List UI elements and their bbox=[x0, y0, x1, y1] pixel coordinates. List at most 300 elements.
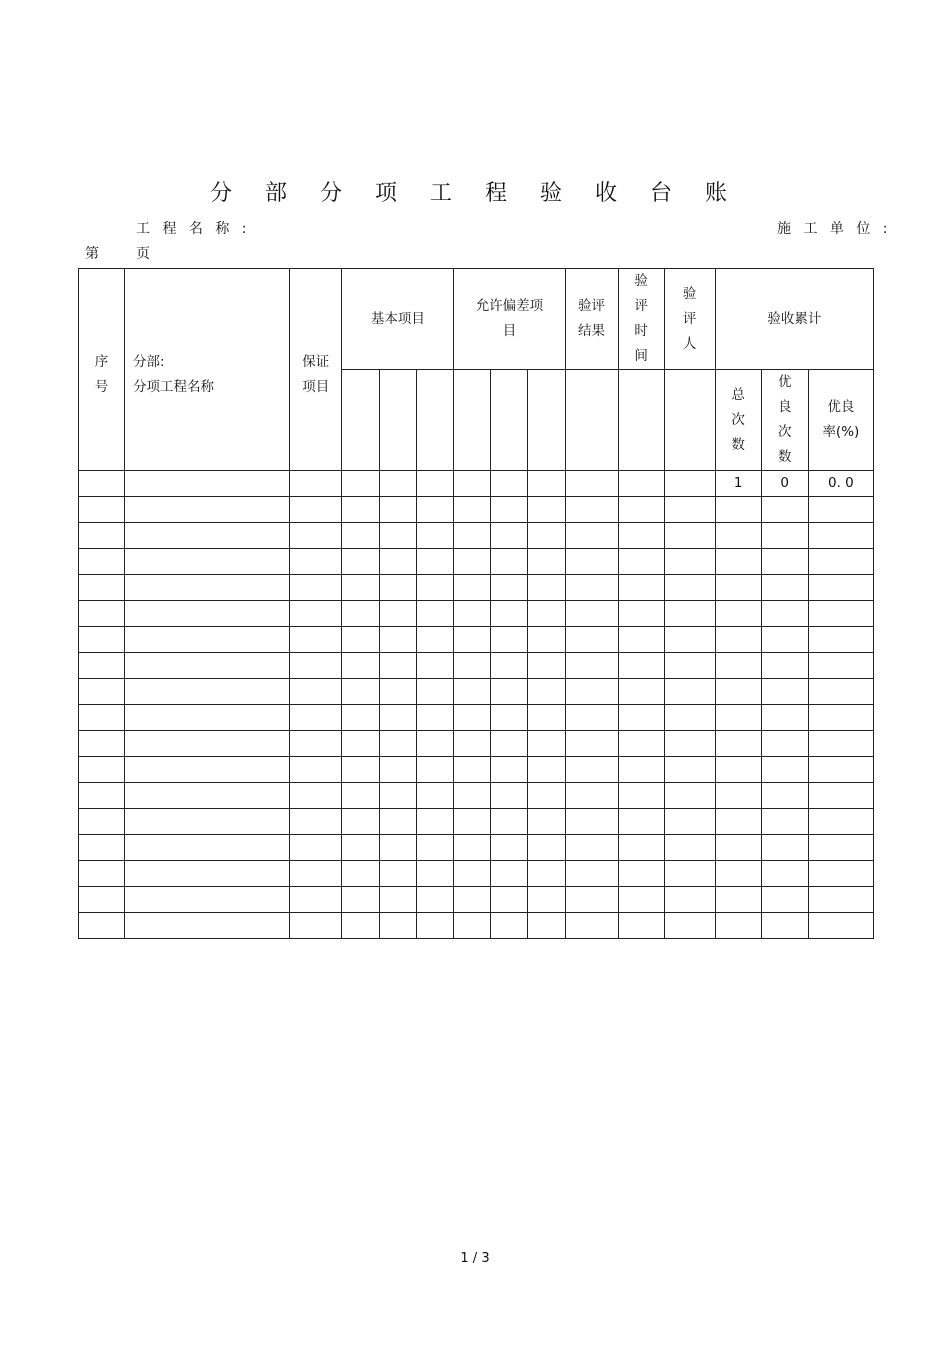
table-cell bbox=[528, 523, 565, 549]
table-cell bbox=[618, 653, 664, 679]
table-cell bbox=[417, 887, 454, 913]
table-row bbox=[79, 549, 874, 575]
table-cell bbox=[808, 679, 873, 705]
header-basic-items: 基本项目 bbox=[342, 269, 454, 370]
table-cell bbox=[528, 705, 565, 731]
table-cell bbox=[454, 809, 491, 835]
table-cell bbox=[715, 575, 761, 601]
header-name: 分部: 分项工程名称 bbox=[125, 269, 290, 471]
table-cell bbox=[528, 887, 565, 913]
table-cell bbox=[715, 809, 761, 835]
table-cell bbox=[715, 627, 761, 653]
table-cell bbox=[454, 913, 491, 939]
table-cell bbox=[290, 913, 342, 939]
table-cell bbox=[528, 913, 565, 939]
table-cell bbox=[125, 809, 290, 835]
header-seq: 序 号 bbox=[79, 269, 125, 471]
table-cell bbox=[808, 809, 873, 835]
table-cell bbox=[761, 653, 808, 679]
table-cell bbox=[342, 575, 380, 601]
table-cell bbox=[715, 913, 761, 939]
table-cell bbox=[454, 731, 491, 757]
table-cell bbox=[417, 731, 454, 757]
table-cell bbox=[761, 497, 808, 523]
table-cell bbox=[417, 913, 454, 939]
table-cell bbox=[342, 705, 380, 731]
table-row bbox=[79, 731, 874, 757]
table-cell bbox=[618, 705, 664, 731]
table-row bbox=[79, 705, 874, 731]
table-cell bbox=[125, 835, 290, 861]
table-cell bbox=[342, 601, 380, 627]
table-cell bbox=[79, 575, 125, 601]
table-cell bbox=[454, 757, 491, 783]
table-cell bbox=[491, 523, 528, 549]
table-cell bbox=[808, 601, 873, 627]
header-allowable-deviation: 允许偏差项 目 bbox=[454, 269, 565, 370]
good-count-value: 0 bbox=[761, 471, 808, 497]
table-cell bbox=[761, 835, 808, 861]
table-cell bbox=[715, 679, 761, 705]
table-cell bbox=[715, 887, 761, 913]
table-cell bbox=[761, 705, 808, 731]
table-cell bbox=[664, 549, 715, 575]
table-row bbox=[79, 757, 874, 783]
table-cell bbox=[79, 809, 125, 835]
table-cell bbox=[528, 653, 565, 679]
table-cell bbox=[618, 809, 664, 835]
table-cell bbox=[761, 861, 808, 887]
table-cell bbox=[565, 731, 618, 757]
table-cell bbox=[342, 653, 380, 679]
table-cell bbox=[342, 835, 380, 861]
table-cell bbox=[491, 861, 528, 887]
table-cell bbox=[808, 835, 873, 861]
table-cell bbox=[290, 497, 342, 523]
table-cell bbox=[125, 913, 290, 939]
page-suffix: 页 bbox=[136, 246, 154, 262]
table-cell bbox=[808, 523, 873, 549]
table-cell bbox=[380, 549, 417, 575]
total-count-value: 1 bbox=[715, 471, 761, 497]
table-cell bbox=[342, 887, 380, 913]
table-cell bbox=[417, 757, 454, 783]
table-cell bbox=[342, 809, 380, 835]
table-cell bbox=[454, 679, 491, 705]
allowable-sub-2 bbox=[491, 370, 528, 471]
header-guarantee: 保证 项目 bbox=[290, 269, 342, 471]
table-cell bbox=[808, 783, 873, 809]
allowable-sub-1 bbox=[454, 370, 491, 471]
header-row-1 bbox=[79, 269, 874, 370]
table-cell bbox=[79, 601, 125, 627]
result-sub bbox=[565, 370, 618, 471]
table-cell bbox=[664, 809, 715, 835]
table-cell bbox=[808, 887, 873, 913]
table-cell bbox=[491, 913, 528, 939]
table-cell bbox=[761, 757, 808, 783]
table-cell bbox=[454, 861, 491, 887]
table-cell bbox=[417, 575, 454, 601]
table-cell bbox=[342, 783, 380, 809]
table-cell bbox=[417, 627, 454, 653]
table-cell bbox=[715, 549, 761, 575]
table-cell bbox=[380, 783, 417, 809]
table-cell bbox=[565, 523, 618, 549]
table-cell bbox=[664, 601, 715, 627]
table-cell bbox=[715, 731, 761, 757]
table-cell bbox=[290, 601, 342, 627]
allowable-sub-3 bbox=[528, 370, 565, 471]
table-cell bbox=[528, 497, 565, 523]
table-cell bbox=[761, 523, 808, 549]
table-cell bbox=[290, 653, 342, 679]
table-cell bbox=[417, 601, 454, 627]
table-cell bbox=[528, 601, 565, 627]
table-cell bbox=[808, 497, 873, 523]
table-cell bbox=[565, 835, 618, 861]
table-cell bbox=[417, 523, 454, 549]
table-cell bbox=[454, 705, 491, 731]
table-cell bbox=[79, 783, 125, 809]
table-cell bbox=[380, 601, 417, 627]
table-cell bbox=[618, 757, 664, 783]
table-cell bbox=[417, 809, 454, 835]
table-cell bbox=[715, 601, 761, 627]
table-cell bbox=[618, 601, 664, 627]
table-cell bbox=[454, 887, 491, 913]
table-cell bbox=[528, 783, 565, 809]
table-cell bbox=[79, 757, 125, 783]
table-cell bbox=[290, 575, 342, 601]
table-cell bbox=[290, 705, 342, 731]
table-cell bbox=[454, 523, 491, 549]
table-cell bbox=[417, 653, 454, 679]
table-cell bbox=[380, 627, 417, 653]
table-cell bbox=[715, 523, 761, 549]
table-cell bbox=[565, 679, 618, 705]
table-cell bbox=[565, 861, 618, 887]
page-label: 第 bbox=[85, 246, 103, 262]
table-cell bbox=[528, 627, 565, 653]
table-cell bbox=[380, 835, 417, 861]
table-cell bbox=[618, 627, 664, 653]
table-cell bbox=[528, 549, 565, 575]
table-cell bbox=[290, 731, 342, 757]
table-cell bbox=[417, 679, 454, 705]
table-cell bbox=[808, 627, 873, 653]
table-cell bbox=[491, 783, 528, 809]
table-cell bbox=[79, 887, 125, 913]
table-cell bbox=[664, 757, 715, 783]
table-cell bbox=[125, 497, 290, 523]
table-cell bbox=[491, 757, 528, 783]
document-title: 分 部 分 项 工 程 验 收 台 账 bbox=[210, 181, 740, 206]
table-row bbox=[79, 523, 874, 549]
table-cell bbox=[528, 809, 565, 835]
table-cell bbox=[565, 497, 618, 523]
table-cell bbox=[715, 497, 761, 523]
table-cell bbox=[454, 497, 491, 523]
table-cell bbox=[454, 575, 491, 601]
table-cell bbox=[491, 809, 528, 835]
table-cell bbox=[491, 601, 528, 627]
header-good-rate: 优良 率(%) bbox=[808, 370, 873, 471]
table-cell bbox=[125, 887, 290, 913]
table-row bbox=[79, 887, 874, 913]
table-row bbox=[79, 783, 874, 809]
table-cell bbox=[290, 627, 342, 653]
table-cell bbox=[808, 731, 873, 757]
person-sub bbox=[664, 370, 715, 471]
basic-sub-2 bbox=[380, 370, 417, 471]
table-row bbox=[79, 835, 874, 861]
table-cell bbox=[664, 913, 715, 939]
table-cell bbox=[565, 627, 618, 653]
table-cell bbox=[125, 705, 290, 731]
table-cell bbox=[664, 627, 715, 653]
table-cell bbox=[664, 523, 715, 549]
table-cell bbox=[125, 783, 290, 809]
table-cell bbox=[380, 731, 417, 757]
table-cell bbox=[79, 861, 125, 887]
table-cell bbox=[565, 887, 618, 913]
table-row bbox=[79, 679, 874, 705]
table-cell bbox=[618, 497, 664, 523]
header-total-count: 总 次 数 bbox=[715, 370, 761, 471]
table-cell bbox=[618, 887, 664, 913]
table-cell bbox=[454, 835, 491, 861]
table-cell bbox=[808, 913, 873, 939]
table-cell bbox=[808, 861, 873, 887]
table-row bbox=[79, 913, 874, 939]
table-cell bbox=[618, 913, 664, 939]
table-cell bbox=[125, 627, 290, 653]
table-cell bbox=[290, 861, 342, 887]
table-cell bbox=[491, 549, 528, 575]
table-cell bbox=[290, 549, 342, 575]
table-cell bbox=[125, 757, 290, 783]
table-cell bbox=[290, 809, 342, 835]
table-cell bbox=[380, 575, 417, 601]
table-cell bbox=[565, 549, 618, 575]
table-cell bbox=[715, 705, 761, 731]
table-cell bbox=[761, 627, 808, 653]
table-cell bbox=[380, 757, 417, 783]
acceptance-ledger-table bbox=[78, 268, 874, 939]
table-cell bbox=[417, 835, 454, 861]
table-cell bbox=[125, 601, 290, 627]
table-cell bbox=[761, 783, 808, 809]
good-rate-value: 0. 0 bbox=[808, 471, 873, 497]
contractor-label: 施 工 单 位 : bbox=[777, 221, 892, 237]
table-cell bbox=[715, 835, 761, 861]
table-row bbox=[79, 809, 874, 835]
table-cell bbox=[342, 627, 380, 653]
table-cell bbox=[664, 575, 715, 601]
table-cell bbox=[290, 523, 342, 549]
table-cell bbox=[664, 497, 715, 523]
table-row bbox=[79, 471, 874, 497]
table-cell bbox=[79, 705, 125, 731]
header-good-count: 优 良 次 数 bbox=[761, 370, 808, 471]
table-cell bbox=[565, 575, 618, 601]
table-cell bbox=[454, 783, 491, 809]
table-cell bbox=[491, 627, 528, 653]
table-cell bbox=[491, 653, 528, 679]
table-cell bbox=[342, 913, 380, 939]
table-cell bbox=[79, 523, 125, 549]
page-indicator: 1 / 3 bbox=[460, 1251, 490, 1266]
table-cell bbox=[380, 913, 417, 939]
table-cell bbox=[342, 757, 380, 783]
table-cell bbox=[528, 861, 565, 887]
table-cell bbox=[290, 887, 342, 913]
table-cell bbox=[715, 861, 761, 887]
table-cell bbox=[342, 679, 380, 705]
header-time: 验 评 时 间 bbox=[618, 269, 664, 370]
table-cell bbox=[454, 549, 491, 575]
table-cell bbox=[618, 835, 664, 861]
table-cell bbox=[715, 757, 761, 783]
header-person: 验 评 人 bbox=[664, 269, 715, 370]
table-cell bbox=[565, 757, 618, 783]
table-cell bbox=[79, 679, 125, 705]
table-cell bbox=[79, 835, 125, 861]
table-cell bbox=[565, 653, 618, 679]
table-cell bbox=[290, 679, 342, 705]
table-cell bbox=[664, 861, 715, 887]
table-cell bbox=[565, 783, 618, 809]
table-cell bbox=[491, 887, 528, 913]
table-cell bbox=[761, 575, 808, 601]
table-cell bbox=[125, 861, 290, 887]
table-cell bbox=[715, 783, 761, 809]
table-cell bbox=[417, 497, 454, 523]
table-cell bbox=[125, 731, 290, 757]
table-cell bbox=[454, 653, 491, 679]
header-cumulative: 验收累计 bbox=[715, 269, 873, 370]
table-cell bbox=[380, 887, 417, 913]
table-cell bbox=[417, 705, 454, 731]
table-cell bbox=[79, 549, 125, 575]
table-cell bbox=[380, 861, 417, 887]
table-cell bbox=[79, 653, 125, 679]
table-cell bbox=[808, 575, 873, 601]
table-cell bbox=[715, 653, 761, 679]
table-cell bbox=[664, 731, 715, 757]
table-cell bbox=[808, 653, 873, 679]
table-cell bbox=[380, 679, 417, 705]
table-cell bbox=[491, 575, 528, 601]
table-cell bbox=[417, 549, 454, 575]
table-cell bbox=[491, 835, 528, 861]
table-cell bbox=[761, 679, 808, 705]
project-name-label: 工 程 名 称 : bbox=[136, 221, 251, 237]
table-cell bbox=[565, 913, 618, 939]
table-cell bbox=[380, 809, 417, 835]
table-cell bbox=[618, 575, 664, 601]
table-cell bbox=[664, 887, 715, 913]
table-cell bbox=[528, 679, 565, 705]
table-row bbox=[79, 601, 874, 627]
table-cell bbox=[528, 757, 565, 783]
table-cell bbox=[290, 783, 342, 809]
table-cell bbox=[491, 705, 528, 731]
table-cell bbox=[125, 575, 290, 601]
table-cell bbox=[342, 523, 380, 549]
table-cell bbox=[664, 835, 715, 861]
table-cell bbox=[380, 523, 417, 549]
table-cell bbox=[618, 679, 664, 705]
table-cell bbox=[761, 549, 808, 575]
table-cell bbox=[125, 679, 290, 705]
table-cell bbox=[454, 601, 491, 627]
table-cell bbox=[125, 653, 290, 679]
table-cell bbox=[618, 783, 664, 809]
table-cell bbox=[761, 809, 808, 835]
table-row bbox=[79, 497, 874, 523]
table-cell bbox=[491, 731, 528, 757]
table-cell bbox=[528, 835, 565, 861]
table-cell bbox=[125, 549, 290, 575]
table-cell bbox=[664, 679, 715, 705]
table-cell bbox=[491, 679, 528, 705]
table-cell bbox=[618, 861, 664, 887]
table-cell bbox=[565, 705, 618, 731]
table-cell bbox=[618, 731, 664, 757]
basic-sub-1 bbox=[342, 370, 380, 471]
table-cell bbox=[380, 705, 417, 731]
table-cell bbox=[761, 601, 808, 627]
table-cell bbox=[380, 497, 417, 523]
table-row bbox=[79, 653, 874, 679]
time-sub bbox=[618, 370, 664, 471]
table-row bbox=[79, 861, 874, 887]
table-cell bbox=[565, 809, 618, 835]
table-cell bbox=[565, 601, 618, 627]
table-cell bbox=[664, 705, 715, 731]
table-cell bbox=[417, 861, 454, 887]
table-cell bbox=[664, 783, 715, 809]
table-cell bbox=[528, 731, 565, 757]
table-cell bbox=[290, 835, 342, 861]
table-cell bbox=[664, 653, 715, 679]
table-cell bbox=[618, 523, 664, 549]
table-cell bbox=[342, 731, 380, 757]
table-cell bbox=[454, 627, 491, 653]
table-cell bbox=[290, 757, 342, 783]
table-cell bbox=[761, 887, 808, 913]
table-row bbox=[79, 575, 874, 601]
table-cell bbox=[79, 497, 125, 523]
table-cell bbox=[491, 497, 528, 523]
table-cell bbox=[808, 549, 873, 575]
table-cell bbox=[342, 497, 380, 523]
table-cell bbox=[125, 523, 290, 549]
table-cell bbox=[380, 653, 417, 679]
table-cell bbox=[79, 731, 125, 757]
table-cell bbox=[79, 627, 125, 653]
table-row bbox=[79, 627, 874, 653]
table-cell bbox=[79, 913, 125, 939]
table-cell bbox=[761, 731, 808, 757]
table-cell bbox=[808, 705, 873, 731]
table-cell bbox=[528, 575, 565, 601]
table-cell bbox=[417, 783, 454, 809]
table-cell bbox=[761, 913, 808, 939]
table-cell bbox=[808, 757, 873, 783]
